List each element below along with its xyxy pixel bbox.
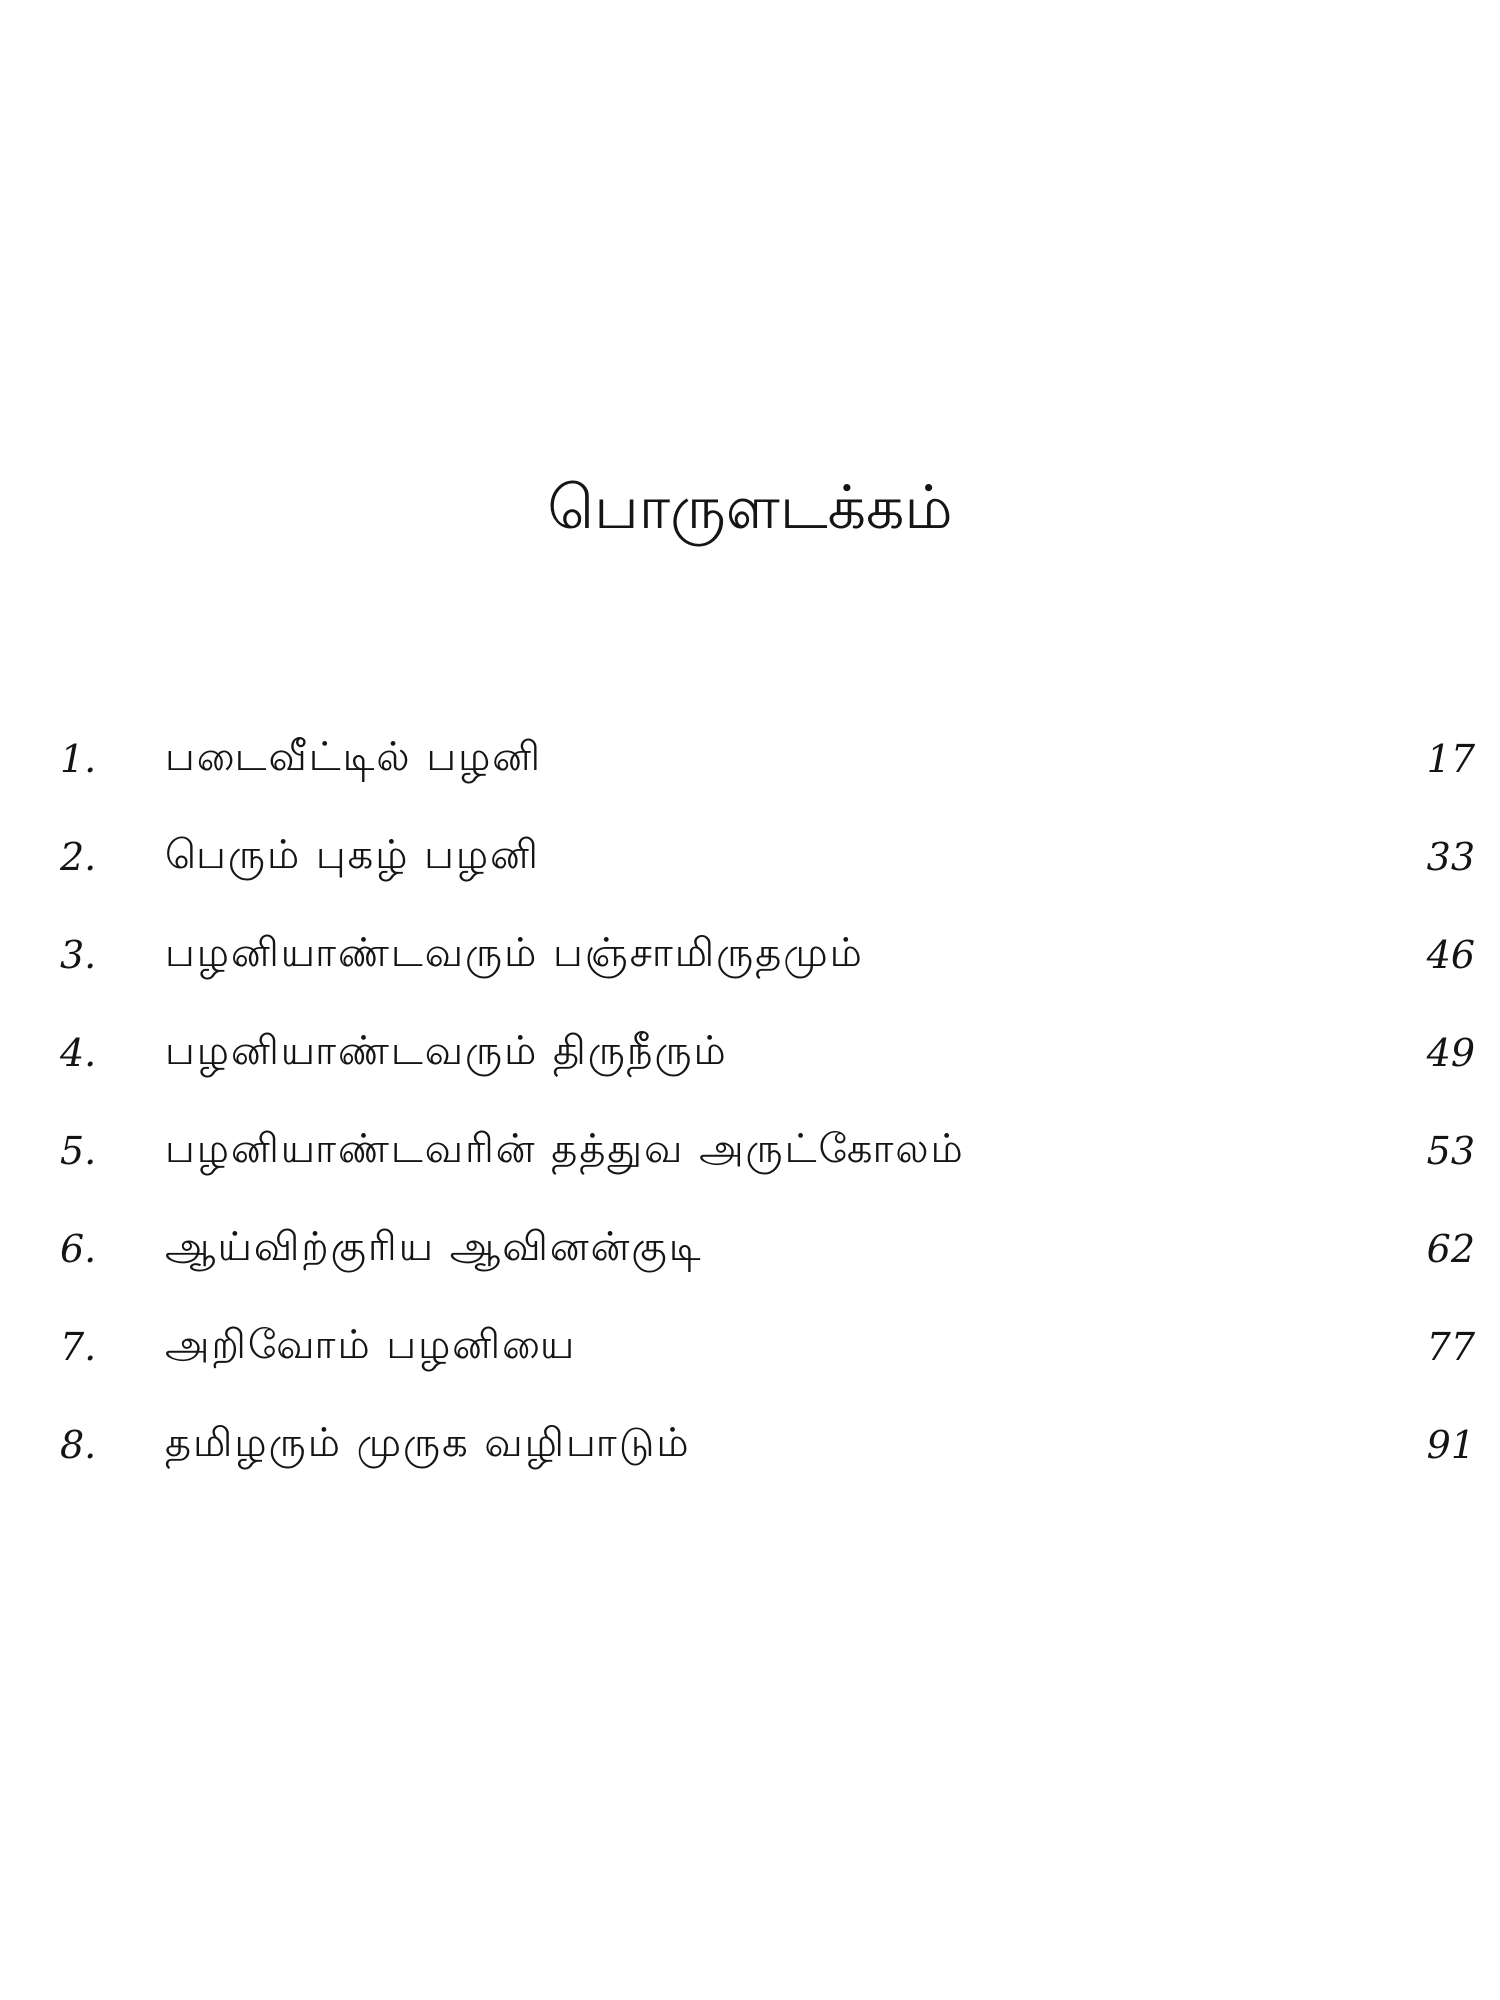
entry-page-number: 77 <box>1426 1325 1475 1369</box>
toc-entry <box>60 1396 1475 1494</box>
entry-number: 4. <box>60 1031 97 1075</box>
toc-entry <box>60 1298 1475 1396</box>
toc-entry <box>60 808 1475 906</box>
entry-title: தமிழரும் முருக வழிபாடும் <box>165 1419 691 1466</box>
entry-title: பெரும் புகழ் பழனி <box>165 831 540 878</box>
toc-entry <box>60 1004 1475 1102</box>
entry-number: 7. <box>60 1325 97 1369</box>
entry-title: அறிவோம் பழனியை <box>165 1321 577 1368</box>
table-of-contents <box>60 710 1475 1494</box>
entry-page-number: 46 <box>1426 933 1475 977</box>
entry-number: 1. <box>60 737 97 781</box>
entry-page-number: 53 <box>1426 1129 1475 1173</box>
entry-page-number: 91 <box>1426 1423 1475 1467</box>
entry-number: 5. <box>60 1129 97 1173</box>
toc-entry <box>60 1200 1475 1298</box>
toc-entry <box>60 710 1475 808</box>
entry-number: 3. <box>60 933 97 977</box>
entry-title: படைவீட்டில் பழனி <box>165 733 543 780</box>
entry-number: 6. <box>60 1227 97 1271</box>
entry-number: 2. <box>60 835 97 879</box>
entry-title: பழனியாண்டவரும் பஞ்சாமிருதமும் <box>165 929 864 976</box>
entry-page-number: 49 <box>1426 1031 1475 1075</box>
entry-page-number: 33 <box>1426 835 1475 879</box>
toc-entry <box>60 906 1475 1004</box>
entry-number: 8. <box>60 1423 97 1467</box>
entry-page-number: 62 <box>1426 1227 1475 1271</box>
page-title: பொருளடக்கம் <box>547 473 953 543</box>
entry-page-number: 17 <box>1426 737 1475 781</box>
toc-entry <box>60 1102 1475 1200</box>
entry-title: ஆய்விற்குரிய ஆவினன்குடி <box>165 1223 703 1270</box>
entry-title: பழனியாண்டவரின் தத்துவ அருட்கோலம் <box>165 1125 965 1172</box>
entry-title: பழனியாண்டவரும் திருநீரும் <box>165 1027 728 1074</box>
